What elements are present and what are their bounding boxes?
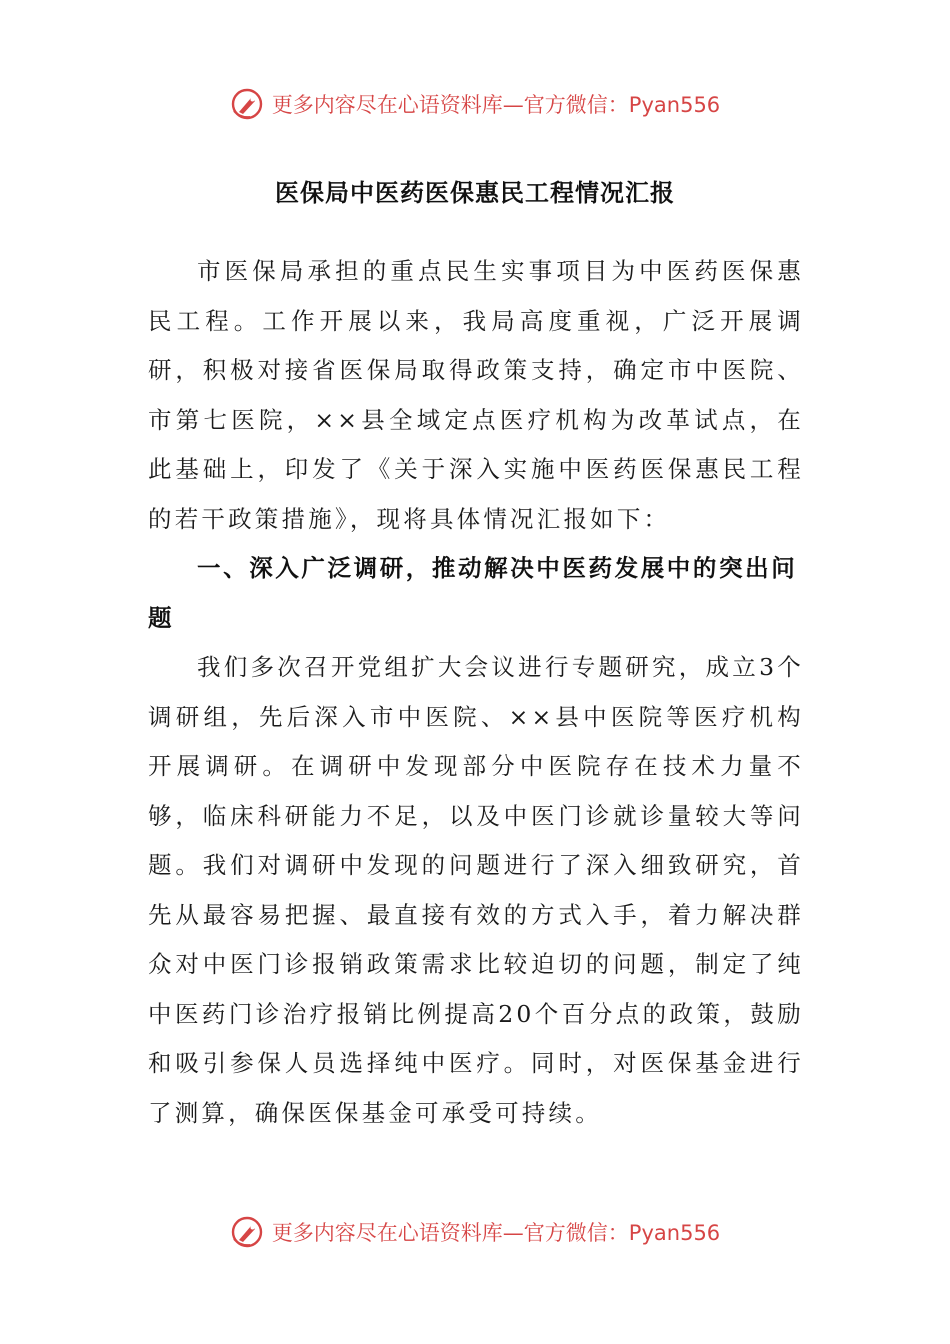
watermark-banner-bottom (0, 1212, 950, 1252)
pen-nib-logo-icon (230, 87, 264, 121)
document-body (148, 247, 804, 1138)
section-heading: 一、深入广泛调研，推动解决中医药发展中的突出问题 (148, 554, 798, 632)
document-title: 医保局中医药医保惠民工程情况汇报 (275, 179, 675, 207)
watermark-text: 更多内容尽在心语资料库—官方微信：Pyan556 (271, 93, 721, 117)
watermark-text: 更多内容尽在心语资料库—官方微信：Pyan556 (271, 1221, 721, 1245)
pen-nib-logo-icon (230, 1215, 264, 1249)
section-paragraph: 我们多次召开党组扩大会议进行专题研究，成立3个调研组，先后深入市中医院、××县中医院等医疗机构开展调研。在调研中发现部分中医院存在技术力量不够，临床科研能力不足，以及中医门诊就诊量较大等问题。我们对调研中发现的问题进行了深入细致研究，首先从最容易把握、最直接有效的方式入手，着力解决群众对中医门诊报销政策需求比较迫切的问题，制定了纯中医药门诊治疗报销比例提高20个百分点的政策，鼓励和吸引参保人员选择纯中医疗。同时，对医保基金进行了测算，确保医保基金可承受可持续。 (148, 653, 804, 1127)
watermark-banner-top (0, 84, 950, 124)
intro-paragraph: 市医保局承担的重点民生实事项目为中医药医保惠民工程。工作开展以来，我局高度重视，广泛开展调研，积极对接省医保局取得政策支持，确定市中医院、市第七医院，××县全域定点医疗机构为改革试点，在此基础上，印发了《关于深入实施中医药医保惠民工程的若干政策措施》，现将具体情况汇报如下： (148, 257, 804, 533)
